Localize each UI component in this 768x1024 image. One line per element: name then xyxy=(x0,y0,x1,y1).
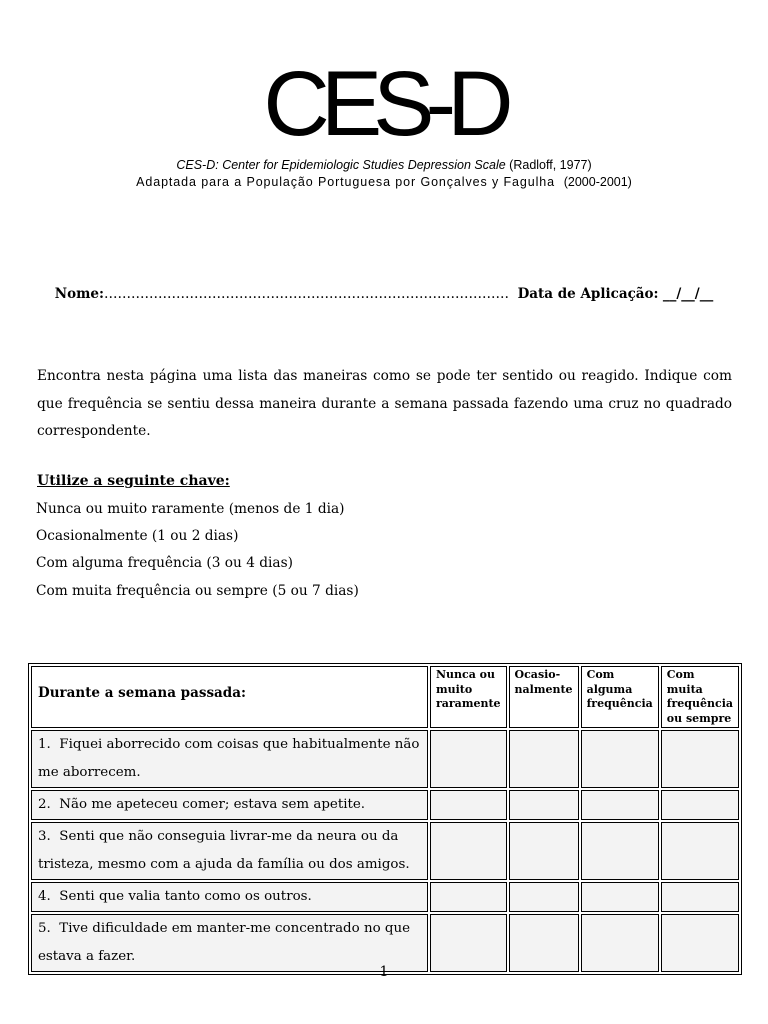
response-table xyxy=(28,663,742,975)
answer-checkbox[interactable] xyxy=(430,790,507,820)
scale-name: CES-D: Center for Epidemiologic Studies Depression Scale xyxy=(176,158,506,172)
key-item: Ocasionalmente (1 ou 2 dias) xyxy=(36,528,239,544)
column-header-never: Nunca ou muito raramente xyxy=(430,666,507,728)
answer-checkbox[interactable] xyxy=(430,882,507,912)
answer-checkbox[interactable] xyxy=(509,790,579,820)
item-text: 2. Não me apeteceu comer; estava sem apetite. xyxy=(31,790,428,820)
answer-checkbox[interactable] xyxy=(509,882,579,912)
column-header-sometimes: Com alguma frequência xyxy=(581,666,659,728)
page-number: 1 xyxy=(379,964,389,980)
name-field[interactable]: ……………………………………………………………………………… xyxy=(103,286,509,302)
answer-checkbox[interactable] xyxy=(430,730,507,788)
answer-checkbox[interactable] xyxy=(581,730,659,788)
table-row xyxy=(31,882,739,912)
page-title: CES-D xyxy=(263,53,505,155)
scale-reference: (Radloff, 1977) xyxy=(509,158,592,172)
answer-checkbox[interactable] xyxy=(581,882,659,912)
table-row xyxy=(31,822,739,880)
answer-checkbox[interactable] xyxy=(509,822,579,880)
row-header: Durante a semana passada: xyxy=(31,666,428,728)
item-text: 3. Senti que não conseguia livrar-me da neura ou da tristeza, mesmo com a ajuda da família ou dos amigos. xyxy=(31,822,428,880)
answer-checkbox[interactable] xyxy=(661,882,739,912)
column-header-always: Com muita frequência ou sempre xyxy=(661,666,739,728)
key-item: Com alguma frequência (3 ou 4 dias) xyxy=(36,555,293,571)
table-row xyxy=(31,790,739,820)
table-header-row xyxy=(31,666,739,728)
key-item: Com muita frequência ou sempre (5 ou 7 dias) xyxy=(36,583,359,599)
answer-checkbox[interactable] xyxy=(509,730,579,788)
adaptation-text: Adaptada para a População Portuguesa por Gonçalves y Fagulha xyxy=(136,175,555,189)
key-heading: Utilize a seguinte chave: xyxy=(37,473,230,489)
answer-checkbox[interactable] xyxy=(581,790,659,820)
key-item: Nunca ou muito raramente (menos de 1 dia) xyxy=(36,501,345,517)
answer-checkbox[interactable] xyxy=(661,730,739,788)
answer-checkbox[interactable] xyxy=(430,822,507,880)
item-text: 4. Senti que valia tanto como os outros. xyxy=(31,882,428,912)
item-text: 5. Tive dificuldade em manter-me concentrado no que estava a fazer. xyxy=(31,914,428,972)
item-text: 1. Fiquei aborrecido com coisas que habitualmente não me aborrecem. xyxy=(31,730,428,788)
answer-checkbox[interactable] xyxy=(581,822,659,880)
answer-checkbox[interactable] xyxy=(661,822,739,880)
identification-line xyxy=(0,286,768,302)
date-label: Data de Aplicação: xyxy=(517,286,659,302)
adaptation-years: (2000-2001) xyxy=(563,175,632,189)
date-field[interactable]: __/__/__ xyxy=(662,286,714,302)
answer-checkbox[interactable] xyxy=(661,790,739,820)
instructions-text: Encontra nesta página uma lista das maneiras como se pode ter sentido ou reagido. Indique com que frequência se sentiu dessa maneira durante a semana passada fazendo uma cruz no quadrado correspondente. xyxy=(37,368,732,439)
table-row xyxy=(31,730,739,788)
adaptation-note xyxy=(0,175,768,189)
scale-full-name xyxy=(0,158,768,172)
name-label: Nome: xyxy=(54,286,104,302)
column-header-occasionally: Ocasio- nalmente xyxy=(509,666,579,728)
